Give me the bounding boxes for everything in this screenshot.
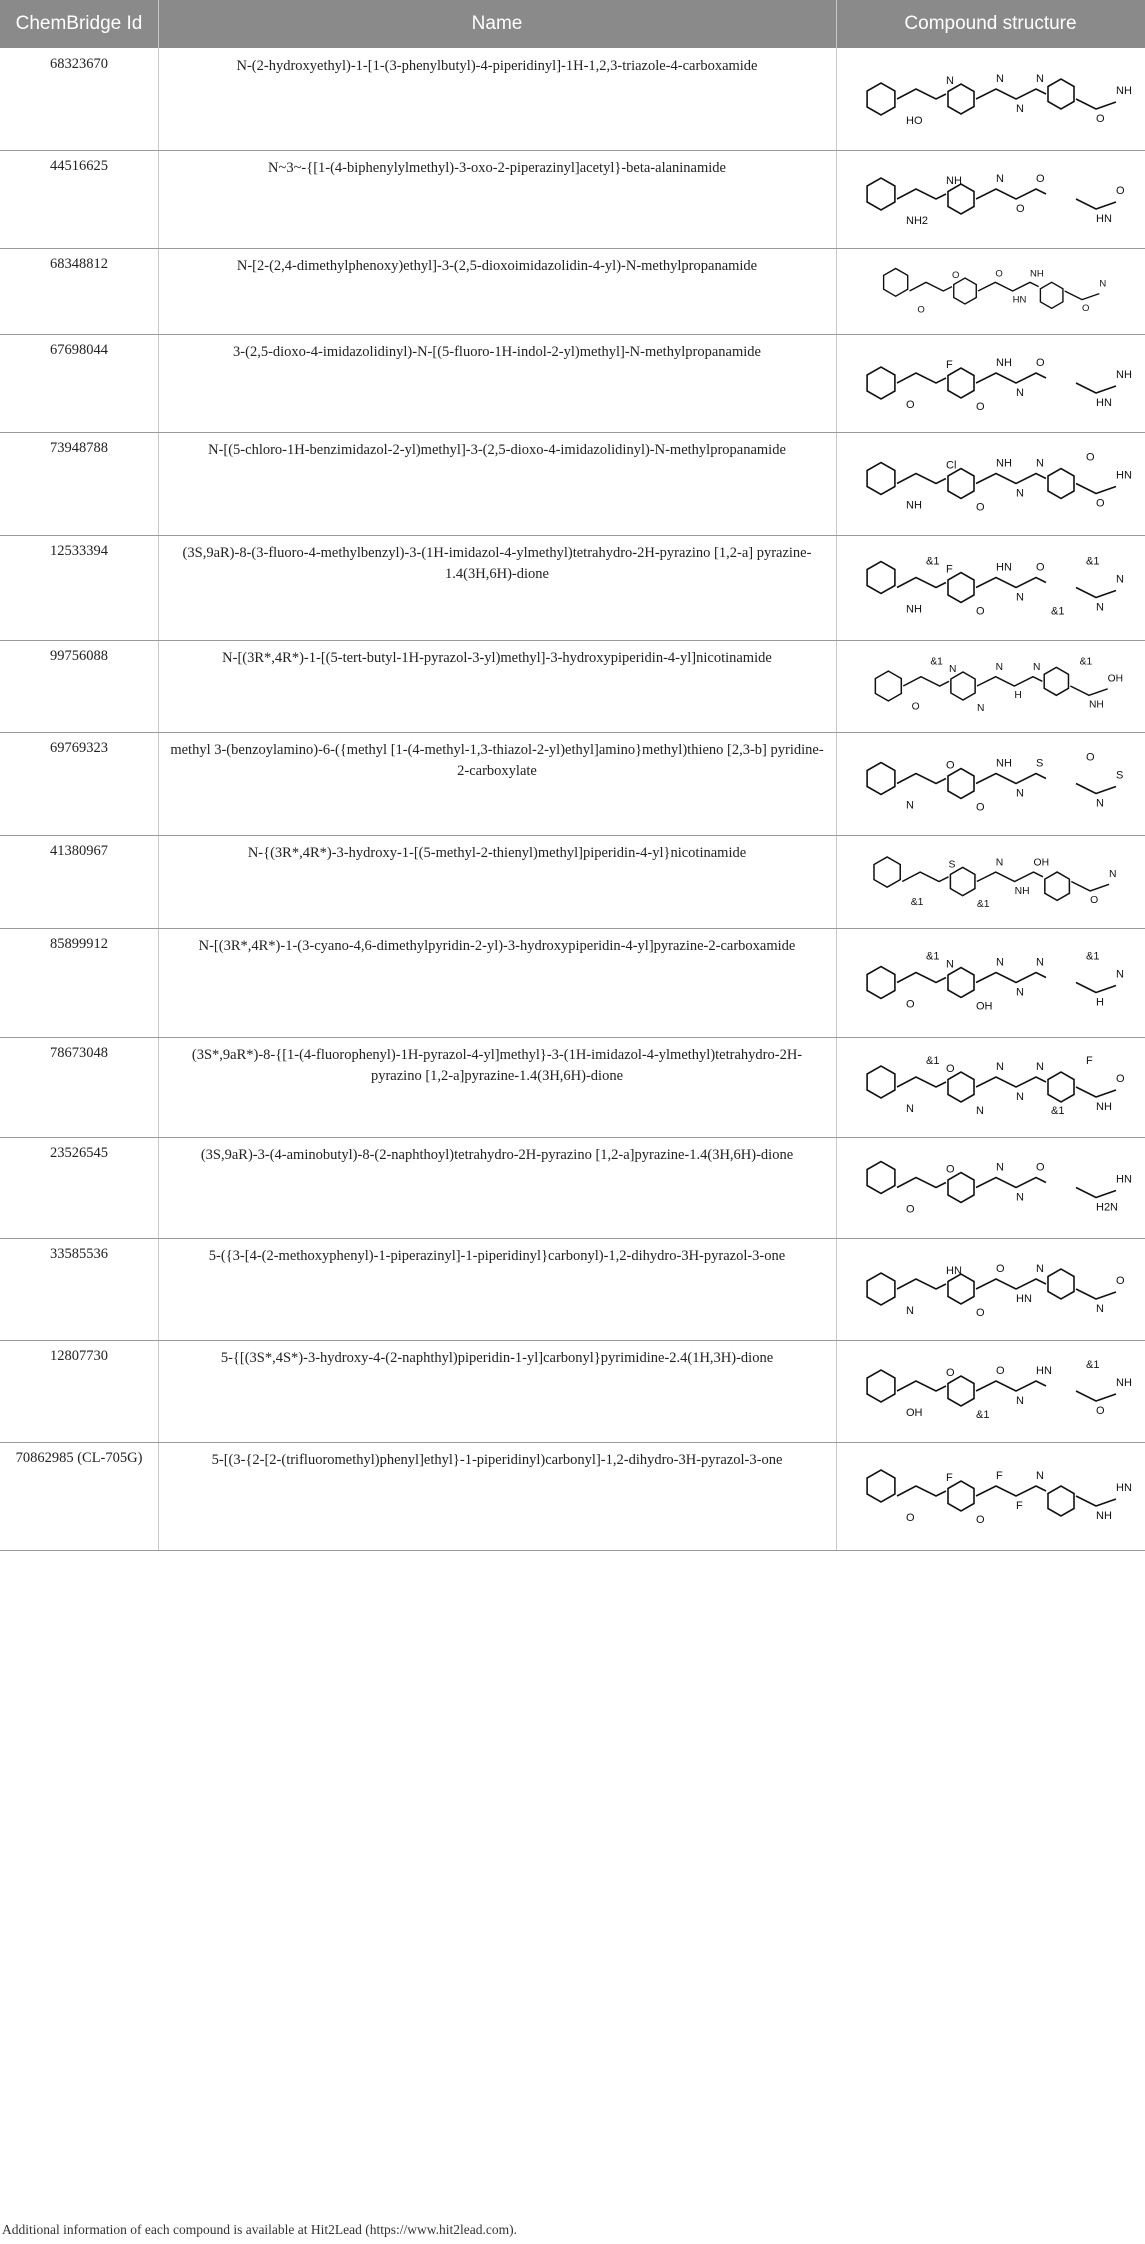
atom-label: N: [1099, 278, 1107, 290]
ring-bond: [867, 1370, 895, 1402]
atom-label: &1: [1086, 950, 1100, 963]
atom-label: O: [946, 1063, 955, 1075]
atom-label: N: [996, 73, 1004, 85]
chain-bond: [976, 474, 1046, 484]
compound-structure-cell: [846, 1344, 1136, 1438]
atom-label: N: [1096, 797, 1104, 810]
atom-label: N: [995, 857, 1004, 869]
atom-label: &1: [930, 656, 943, 668]
atom-label: O: [1096, 1405, 1105, 1417]
atom-label: &1: [1051, 1105, 1065, 1117]
atom-label: N: [1016, 591, 1024, 604]
compound-name-cell: 5-{[(3S*,4S*)-3-hydroxy-4-(2-naphthyl)piperidin-1-yl]carbonyl}pyrimidine-2.4(1H,3H)-dione: [220, 1350, 774, 1366]
atom-label: &1: [1051, 605, 1065, 618]
chembridge-id-cell: 23526545: [50, 1145, 108, 1161]
ring-bond: [948, 184, 974, 214]
atom-label: O: [952, 270, 960, 281]
chain-bond: [1071, 882, 1109, 891]
compound-name-cell: 3-(2,5-dioxo-4-imidazolidinyl)-N-[(5-fluoro-1H-indol-2-yl)methyl]-N-methylpropanamide: [233, 344, 761, 360]
compound-name-cell: N-{(3R*,4R*)-3-hydroxy-1-[(5-methyl-2-thienyl)methyl]piperidin-4-yl}nicotinamide: [247, 845, 747, 861]
ring-bond: [1048, 1072, 1074, 1102]
atom-label: &1: [926, 1055, 940, 1067]
chain-bond: [897, 189, 946, 199]
chain-bond: [976, 578, 1046, 588]
table-row: [0, 48, 1145, 150]
compound-structure-cell: [846, 252, 1136, 330]
compound-structure-cell: [846, 52, 1136, 146]
structure-drawing: [846, 436, 1136, 531]
atom-label: O: [1082, 302, 1090, 314]
atom-label: N: [906, 799, 914, 812]
ring-bond: [1045, 872, 1070, 900]
ring-bond: [1040, 282, 1063, 308]
atom-label: N: [1036, 457, 1044, 470]
chain-bond: [976, 1486, 1046, 1496]
atom-label: H: [1014, 690, 1022, 702]
atom-label: O: [1090, 895, 1099, 907]
atom-label: HN: [996, 561, 1012, 574]
atom-label: &1: [926, 950, 940, 963]
atom-label: O: [996, 1365, 1005, 1377]
atom-label: N: [1033, 662, 1041, 674]
chain-bond: [1070, 686, 1107, 695]
atom-label: N: [946, 958, 954, 971]
atom-label: HN: [1116, 1173, 1132, 1186]
atom-label: N: [996, 956, 1004, 969]
atom-label: N: [996, 1161, 1004, 1174]
compound-name-cell: (3S,9aR)-3-(4-aminobutyl)-8-(2-naphthoyl)tetrahydro-2H-pyrazino [1,2-a]pyrazine-1.4(3H,6H)-dione: [200, 1147, 794, 1163]
atom-label: OH: [1033, 857, 1050, 869]
table-row: [0, 1442, 1145, 1550]
compound-name-cell: N-[(5-chloro-1H-benzimidazol-2-yl)methyl]-3-(2,5-dioxo-4-imidazolidinyl)-N-methylpropanamide: [208, 442, 786, 458]
atom-label: N: [906, 1103, 914, 1115]
chain-bond: [976, 1178, 1046, 1188]
atom-label: HN: [1116, 469, 1132, 482]
structure-drawing: [846, 1446, 1136, 1546]
table-row: [0, 248, 1145, 334]
ring-bond: [867, 1273, 895, 1305]
ring-bond: [867, 83, 895, 115]
atom-label: NH: [946, 175, 962, 187]
chembridge-id-cell: 12533394: [50, 543, 108, 559]
ring-bond: [874, 857, 900, 887]
atom-label: NH: [1096, 1101, 1112, 1113]
atom-label: OH: [906, 1407, 923, 1419]
atom-label: O: [946, 1163, 955, 1176]
atom-label: HN: [1012, 294, 1027, 306]
atom-label: N: [1036, 1263, 1044, 1275]
atom-label: HN: [1096, 213, 1112, 225]
chain-bond: [897, 474, 946, 484]
atom-label: O: [906, 998, 915, 1011]
chain-bond: [903, 677, 949, 686]
atom-label: F: [1086, 1055, 1093, 1067]
ring-bond: [948, 1173, 974, 1203]
chain-bond: [897, 1486, 946, 1496]
atom-label: N: [1016, 1191, 1024, 1204]
atom-label: O: [995, 268, 1003, 280]
structure-drawing: [846, 1141, 1136, 1234]
atom-label: HN: [1096, 397, 1112, 409]
atom-label: H: [1096, 996, 1104, 1009]
compound-structure-cell: [846, 539, 1136, 636]
atom-label: O: [1036, 357, 1045, 369]
atom-label: N: [1036, 1061, 1044, 1073]
atom-label: O: [1036, 1161, 1045, 1174]
compound-name-cell: (3S*,9aR*)-8-{[1-(4-fluorophenyl)-1H-pyrazol-4-yl]methyl}-3-(1H-imidazol-4-ylmethyl)tetrahydro-2H-pyrazino [1,2-a]pyrazine-1.4(3H,6H)-dione: [191, 1047, 803, 1084]
ring-bond: [948, 469, 974, 499]
table-row: [0, 732, 1145, 835]
table-row: [0, 928, 1145, 1037]
compound-structure-cell: [846, 839, 1136, 924]
chembridge-id-cell: 69769323: [50, 740, 108, 756]
chembridge-id-cell: 44516625: [50, 158, 108, 174]
chain-bond: [897, 1279, 946, 1289]
atom-label: O: [976, 605, 985, 618]
table-row: [0, 1340, 1145, 1442]
atom-label: HO: [906, 115, 923, 127]
atom-label: O: [1016, 203, 1025, 215]
atom-label: O: [1116, 1073, 1125, 1085]
compound-name-cell: methyl 3-(benzoylamino)-6-({methyl [1-(4-methyl-1,3-thiazol-2-yl)ethyl]amino}methyl)thieno [2,3-b] pyridine-2-carboxylate: [170, 742, 824, 779]
atom-label: O: [1086, 751, 1095, 764]
atom-label: S: [1036, 757, 1044, 770]
atom-label: N: [976, 1105, 984, 1117]
compound-name-cell: (3S,9aR)-8-(3-fluoro-4-methylbenzyl)-3-(1H-imidazol-4-ylmethyl)tetrahydro-2H-pyrazino [1,2-a] pyrazine-1.4(3H,6H)-dione: [182, 545, 812, 582]
atom-label: O: [976, 801, 985, 814]
ring-bond: [948, 1481, 974, 1511]
compound-name-cell: N-[(3R*,4R*)-1-[(5-tert-butyl-1H-pyrazol-3-yl)methyl]-3-hydroxypiperidin-4-yl]nicotinamide: [222, 650, 772, 666]
atom-label: &1: [1086, 1359, 1100, 1371]
compound-name-cell: N-(2-hydroxyethyl)-1-[1-(3-phenylbutyl)-4-piperidinyl]-1H-1,2,3-triazole-4-carboxamide: [236, 58, 758, 74]
chain-bond: [976, 189, 1046, 199]
chain-bond: [897, 1381, 946, 1391]
atom-label: &1: [1079, 656, 1093, 668]
structure-drawing: [846, 932, 1136, 1033]
atom-label: O: [976, 1307, 985, 1319]
ring-bond: [884, 268, 908, 296]
ring-bond: [867, 763, 895, 795]
atom-label: N: [1016, 103, 1024, 115]
atom-label: NH: [1116, 85, 1132, 97]
structure-drawing: [846, 644, 1136, 728]
atom-label: N: [977, 703, 985, 715]
atom-label: N: [1116, 573, 1124, 586]
chain-bond: [977, 872, 1043, 881]
chembridge-id-cell: 41380967: [50, 843, 108, 859]
compound-structure-cell: [846, 1242, 1136, 1336]
chain-bond: [897, 774, 946, 784]
atom-label: N: [1016, 986, 1024, 999]
atom-label: N: [1036, 73, 1044, 85]
atom-label: NH: [1089, 699, 1104, 711]
ring-bond: [867, 178, 895, 210]
column-header-compound-structure: Compound structure: [904, 13, 1077, 34]
chain-bond: [1076, 784, 1116, 794]
hit2lead-link[interactable]: https://www.hit2lead.com: [369, 2222, 510, 2237]
ring-bond: [867, 1470, 895, 1502]
chain-bond: [1065, 291, 1100, 300]
column-header-name: Name: [471, 13, 523, 34]
table-row: [0, 1238, 1145, 1340]
atom-label: N: [1036, 956, 1044, 969]
atom-label: &1: [926, 555, 940, 568]
chain-bond: [897, 578, 946, 588]
atom-label: N: [1016, 1091, 1024, 1103]
atom-label: N: [906, 1305, 914, 1317]
atom-label: &1: [1086, 555, 1100, 568]
chain-bond: [1076, 588, 1116, 598]
ring-bond: [1048, 469, 1074, 499]
atom-label: OH: [1107, 673, 1124, 685]
footnote-suffix: ).: [509, 2222, 517, 2237]
compound-structure-cell: [846, 1041, 1136, 1133]
atom-label: NH: [996, 757, 1012, 770]
chain-bond: [1076, 1188, 1116, 1198]
column-header-chembridge-id: ChemBridge Id: [15, 13, 143, 34]
compound-structure-cell: [846, 1446, 1136, 1546]
structure-drawing: [846, 252, 1136, 330]
atom-label: O: [1116, 1275, 1125, 1287]
atom-label: O: [906, 1512, 915, 1524]
atom-label: O: [976, 1514, 985, 1526]
compound-name-cell: 5-({3-[4-(2-methoxyphenyl)-1-piperazinyl]-1-piperidinyl}carbonyl)-1,2-dihydro-3H-pyrazol-3-one: [208, 1248, 786, 1264]
chain-bond: [976, 1381, 1046, 1391]
compound-name-cell: N-[2-(2,4-dimethylphenoxy)ethyl]-3-(2,5-dioxoimidazolidin-4-yl)-N-methylpropanamide: [236, 258, 758, 274]
atom-label: O: [1036, 561, 1045, 574]
atom-label: N: [1116, 968, 1124, 981]
chain-bond: [976, 1077, 1046, 1087]
chain-bond: [978, 282, 1039, 291]
chain-bond: [910, 282, 952, 291]
ring-bond: [948, 1274, 974, 1304]
atom-label: NH2: [906, 215, 929, 227]
atom-label: F: [946, 1472, 953, 1484]
table-row: [0, 535, 1145, 640]
chain-bond: [897, 1077, 946, 1087]
atom-label: S: [1116, 769, 1124, 782]
atom-label: NH: [906, 499, 922, 512]
chembridge-id-cell: 12807730: [50, 1348, 108, 1364]
atom-label: F: [946, 563, 953, 576]
ring-bond: [1044, 667, 1068, 695]
ring-bond: [867, 1066, 895, 1098]
ring-bond: [954, 278, 977, 304]
atom-label: F: [946, 359, 953, 371]
atom-label: NH: [906, 603, 922, 616]
atom-label: Cl: [946, 459, 957, 472]
chain-bond: [897, 1178, 946, 1188]
structure-drawing: [846, 1242, 1136, 1336]
atom-label: HN: [1016, 1293, 1032, 1305]
atom-label: N: [949, 664, 957, 675]
chembridge-id-cell: 99756088: [50, 648, 108, 664]
atom-label: HN: [1036, 1365, 1052, 1377]
atom-label: N: [996, 173, 1004, 185]
structure-drawing: [846, 1344, 1136, 1438]
atom-label: &1: [976, 1409, 990, 1421]
chain-bond: [976, 1279, 1046, 1289]
atom-label: F: [996, 1470, 1003, 1482]
structure-drawing: [846, 1041, 1136, 1133]
ring-bond: [948, 1072, 974, 1102]
chain-bond: [1076, 383, 1116, 393]
chain-bond: [1076, 983, 1116, 993]
chembridge-id-cell: 67698044: [50, 342, 108, 358]
ring-bond: [948, 968, 974, 998]
table-row: [0, 640, 1145, 732]
chain-bond: [1076, 484, 1116, 494]
chain-bond: [976, 774, 1046, 784]
structure-drawing: [846, 338, 1136, 428]
atom-label: N: [1016, 387, 1024, 399]
ring-bond: [948, 368, 974, 398]
atom-label: O: [1086, 451, 1095, 464]
chain-bond: [1076, 99, 1116, 109]
ring-bond: [867, 562, 895, 594]
atom-label: O: [906, 1203, 915, 1216]
compound-structure-cell: [846, 436, 1136, 531]
chembridge-id-cell: 85899912: [50, 936, 108, 952]
atom-label: H2N: [1096, 1201, 1119, 1214]
chain-bond: [1076, 1391, 1116, 1401]
atom-label: S: [948, 859, 956, 871]
compound-name-cell: 5-[(3-{2-[2-(trifluoromethyl)phenyl]ethyl}-1-piperidinyl)carbonyl]-1,2-dihydro-3H-pyrazol-3-one: [211, 1452, 783, 1468]
atom-label: NH: [1116, 1377, 1132, 1389]
chembridge-id-cell: 68323670: [50, 56, 108, 72]
structure-drawing: [846, 52, 1136, 146]
chain-bond: [1076, 1496, 1116, 1506]
atom-label: O: [911, 701, 920, 713]
chain-bond: [1076, 199, 1116, 209]
atom-label: N: [996, 1061, 1004, 1073]
atom-label: O: [1096, 113, 1105, 125]
compound-structure-cell: [846, 736, 1136, 831]
chembridge-id-cell: 78673048: [50, 1045, 108, 1061]
atom-label: N: [1096, 1303, 1104, 1315]
compound-structure-cell: [846, 644, 1136, 728]
row-divider: [0, 1550, 1145, 1551]
chain-bond: [897, 373, 946, 383]
structure-drawing: [846, 839, 1136, 924]
compound-structure-cell: [846, 154, 1136, 244]
structure-drawing: [846, 539, 1136, 636]
ring-bond: [1048, 79, 1074, 109]
table-row: [0, 1037, 1145, 1137]
atom-label: O: [976, 501, 985, 514]
ring-bond: [948, 573, 974, 603]
atom-label: N: [1096, 601, 1104, 614]
ring-bond: [1048, 1269, 1074, 1299]
atom-label: N: [995, 662, 1004, 674]
atom-label: &1: [976, 899, 990, 910]
atom-label: NH: [1014, 885, 1030, 897]
atom-label: O: [1036, 173, 1045, 185]
chain-bond: [977, 677, 1042, 686]
chain-bond: [902, 872, 948, 881]
chain-bond: [1076, 1289, 1116, 1299]
compound-structure-cell: [846, 932, 1136, 1033]
table-row: [0, 334, 1145, 432]
footnote-text: Additional information of each compound is available at Hit2Lead (: [2, 2222, 370, 2237]
ring-bond: [950, 867, 975, 895]
atom-label: N: [1109, 868, 1117, 880]
atom-label: NH: [996, 357, 1012, 369]
compound-name-cell: N~3~-{[1-(4-biphenylylmethyl)-3-oxo-2-piperazinyl]acetyl}-beta-alaninamide: [268, 160, 726, 176]
ring-bond: [948, 1376, 974, 1406]
compound-name-cell: N-[(3R*,4R*)-1-(3-cyano-4,6-dimethylpyridin-2-yl)-3-hydroxypiperidin-4-yl]pyrazine-2-carboxamide: [198, 938, 796, 954]
table-row: [0, 1137, 1145, 1238]
compound-structure-cell: [846, 1141, 1136, 1234]
structure-drawing: [846, 154, 1136, 244]
atom-label: N: [1016, 487, 1024, 500]
table-row: [0, 150, 1145, 248]
table-footnote: [2, 2222, 517, 2238]
atom-label: F: [1016, 1500, 1023, 1512]
ring-bond: [948, 769, 974, 799]
chembridge-id-cell: 70862985 (CL-705G): [15, 1450, 143, 1466]
chembridge-id-cell: 33585536: [50, 1246, 108, 1262]
compound-structure-cell: [846, 338, 1136, 428]
chembridge-id-cell: 73948788: [50, 440, 108, 456]
atom-label: NH: [996, 457, 1012, 470]
ring-bond: [867, 463, 895, 495]
chain-bond: [976, 373, 1046, 383]
atom-label: O: [946, 1367, 955, 1379]
atom-label: NH: [1030, 268, 1044, 280]
ring-bond: [951, 672, 975, 700]
atom-label: HN: [1116, 1482, 1132, 1494]
atom-label: O: [906, 399, 915, 411]
atom-label: NH: [1116, 369, 1132, 381]
atom-label: HN: [946, 1265, 962, 1277]
ring-bond: [1048, 1486, 1074, 1516]
chain-bond: [897, 89, 946, 99]
atom-label: N: [946, 75, 954, 87]
chembridge-id-cell: 68348812: [50, 256, 108, 272]
ring-bond: [867, 967, 895, 999]
atom-label: &1: [910, 897, 924, 909]
ring-bond: [875, 671, 901, 701]
atom-label: O: [996, 1263, 1005, 1275]
chain-bond: [976, 973, 1046, 983]
chain-bond: [897, 973, 946, 983]
atom-label: OH: [976, 1000, 993, 1013]
table-row: [0, 432, 1145, 535]
ring-bond: [867, 367, 895, 399]
atom-label: O: [1096, 497, 1105, 510]
chain-bond: [1076, 1087, 1116, 1097]
table-row: [0, 835, 1145, 928]
atom-label: O: [1116, 185, 1125, 197]
atom-label: N: [1016, 787, 1024, 800]
chain-bond: [976, 89, 1046, 99]
ring-bond: [867, 1162, 895, 1194]
atom-label: N: [1016, 1395, 1024, 1407]
atom-label: O: [946, 759, 955, 772]
atom-label: NH: [1096, 1510, 1112, 1522]
atom-label: O: [976, 401, 985, 413]
atom-label: N: [1036, 1470, 1044, 1482]
structure-drawing: [846, 736, 1136, 831]
atom-label: O: [917, 304, 925, 316]
ring-bond: [948, 84, 974, 114]
table-header: [0, 0, 1145, 48]
